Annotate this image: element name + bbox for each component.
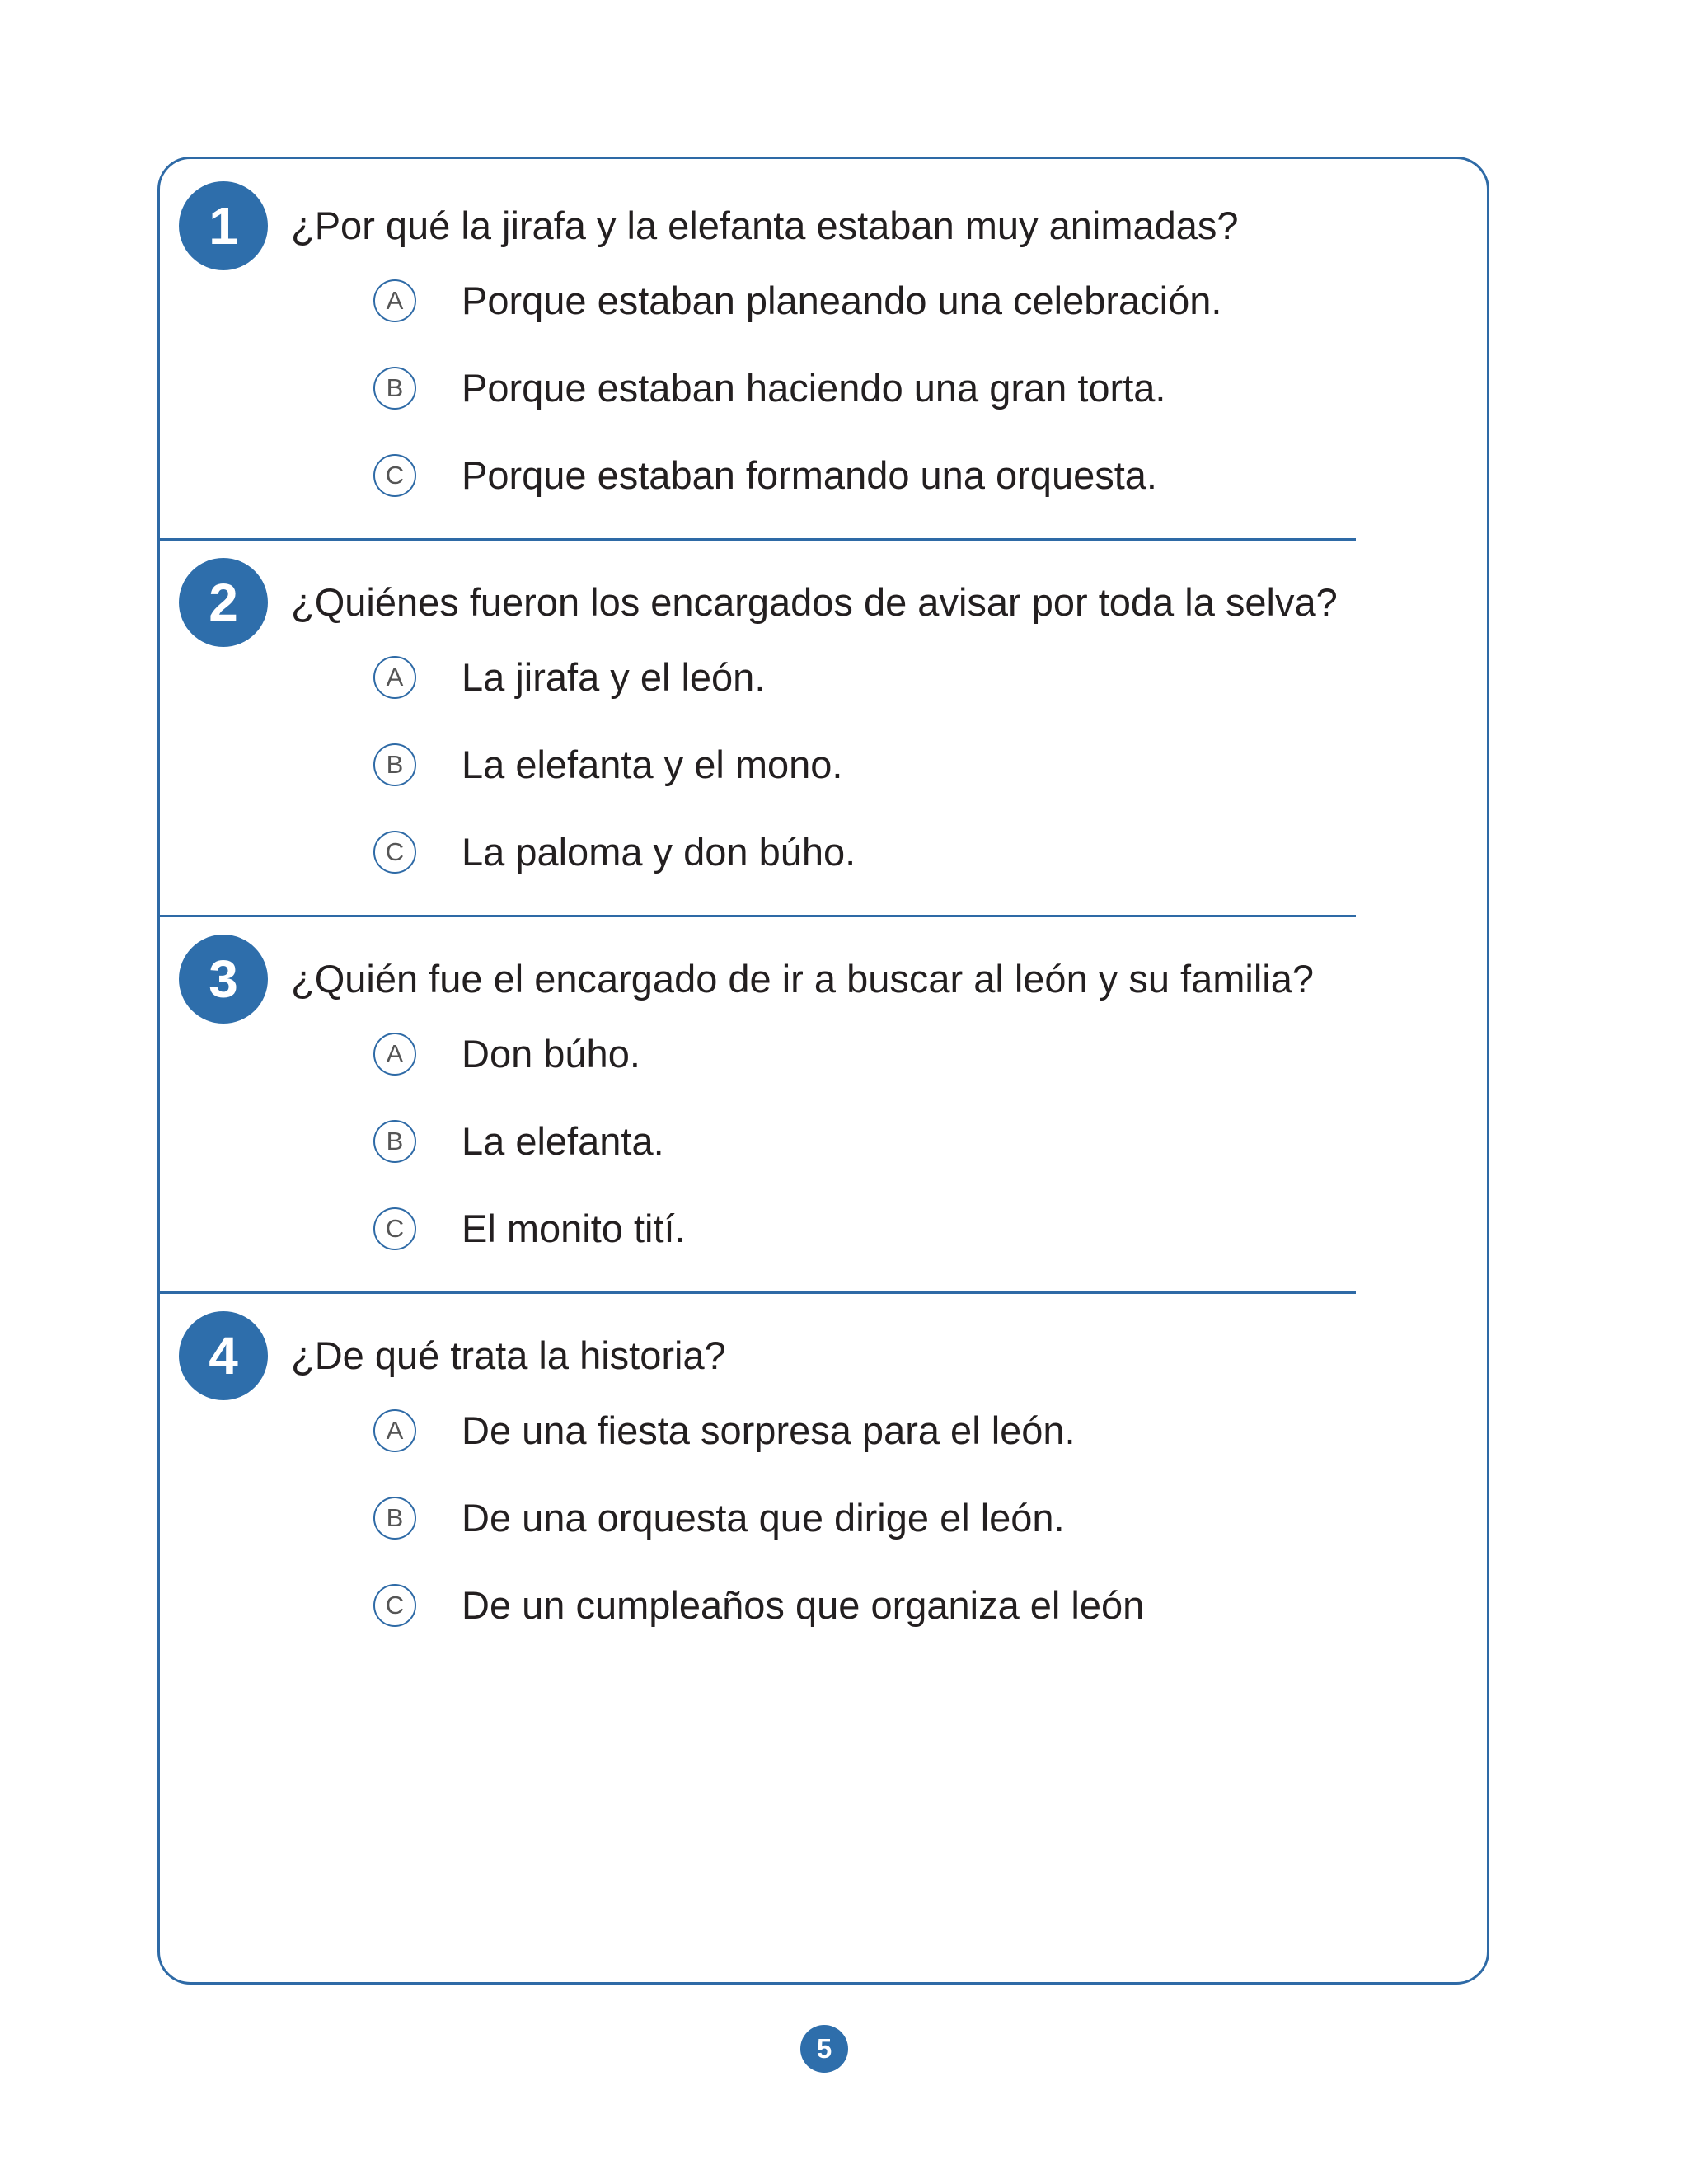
page-number-badge: 5 bbox=[800, 2025, 848, 2073]
option-c-label: De un cumpleaños que organiza el león bbox=[462, 1583, 1145, 1627]
question-text: ¿Quién fue el encargado de ir a buscar al león y su familia? bbox=[291, 957, 1314, 1001]
option-a-radio[interactable]: A bbox=[373, 656, 416, 699]
question-number-badge: 3 bbox=[179, 935, 268, 1024]
option-a-label: La jirafa y el león. bbox=[462, 655, 766, 699]
option-b-label: La elefanta. bbox=[462, 1119, 664, 1163]
option-b-radio[interactable]: B bbox=[373, 743, 416, 786]
question-divider bbox=[160, 915, 1356, 917]
option-b-radio[interactable]: B bbox=[373, 1497, 416, 1540]
option-a-radio[interactable]: A bbox=[373, 1033, 416, 1076]
question-number-badge: 1 bbox=[179, 181, 268, 270]
question-text: ¿Quiénes fueron los encargados de avisar por toda la selva? bbox=[291, 580, 1338, 624]
option-a-label: Porque estaban planeando una celebración. bbox=[462, 279, 1222, 322]
question-divider bbox=[160, 1291, 1356, 1294]
question-number-badge: 2 bbox=[179, 558, 268, 647]
option-b-radio[interactable]: B bbox=[373, 1120, 416, 1163]
question-number-badge: 4 bbox=[179, 1311, 268, 1400]
option-c-radio[interactable]: C bbox=[373, 1207, 416, 1250]
option-b-label: Porque estaban haciendo una gran torta. bbox=[462, 366, 1166, 410]
option-a-radio[interactable]: A bbox=[373, 279, 416, 322]
option-c-radio[interactable]: C bbox=[373, 831, 416, 874]
option-c-label: La paloma y don búho. bbox=[462, 830, 856, 874]
option-c-label: Porque estaban formando una orquesta. bbox=[462, 453, 1157, 497]
question-text: ¿De qué trata la historia? bbox=[291, 1333, 726, 1377]
option-b-label: De una orquesta que dirige el león. bbox=[462, 1496, 1065, 1540]
option-b-radio[interactable]: B bbox=[373, 367, 416, 410]
option-a-label: De una fiesta sorpresa para el león. bbox=[462, 1408, 1076, 1452]
option-a-label: Don búho. bbox=[462, 1032, 640, 1076]
option-c-radio[interactable]: C bbox=[373, 1584, 416, 1627]
question-divider bbox=[160, 538, 1356, 541]
option-c-label: El monito tití. bbox=[462, 1207, 686, 1250]
option-c-radio[interactable]: C bbox=[373, 454, 416, 497]
question-text: ¿Por qué la jirafa y la elefanta estaban muy animadas? bbox=[291, 204, 1239, 247]
quiz-card bbox=[157, 157, 1489, 1985]
option-a-radio[interactable]: A bbox=[373, 1409, 416, 1452]
option-b-label: La elefanta y el mono. bbox=[462, 743, 843, 786]
